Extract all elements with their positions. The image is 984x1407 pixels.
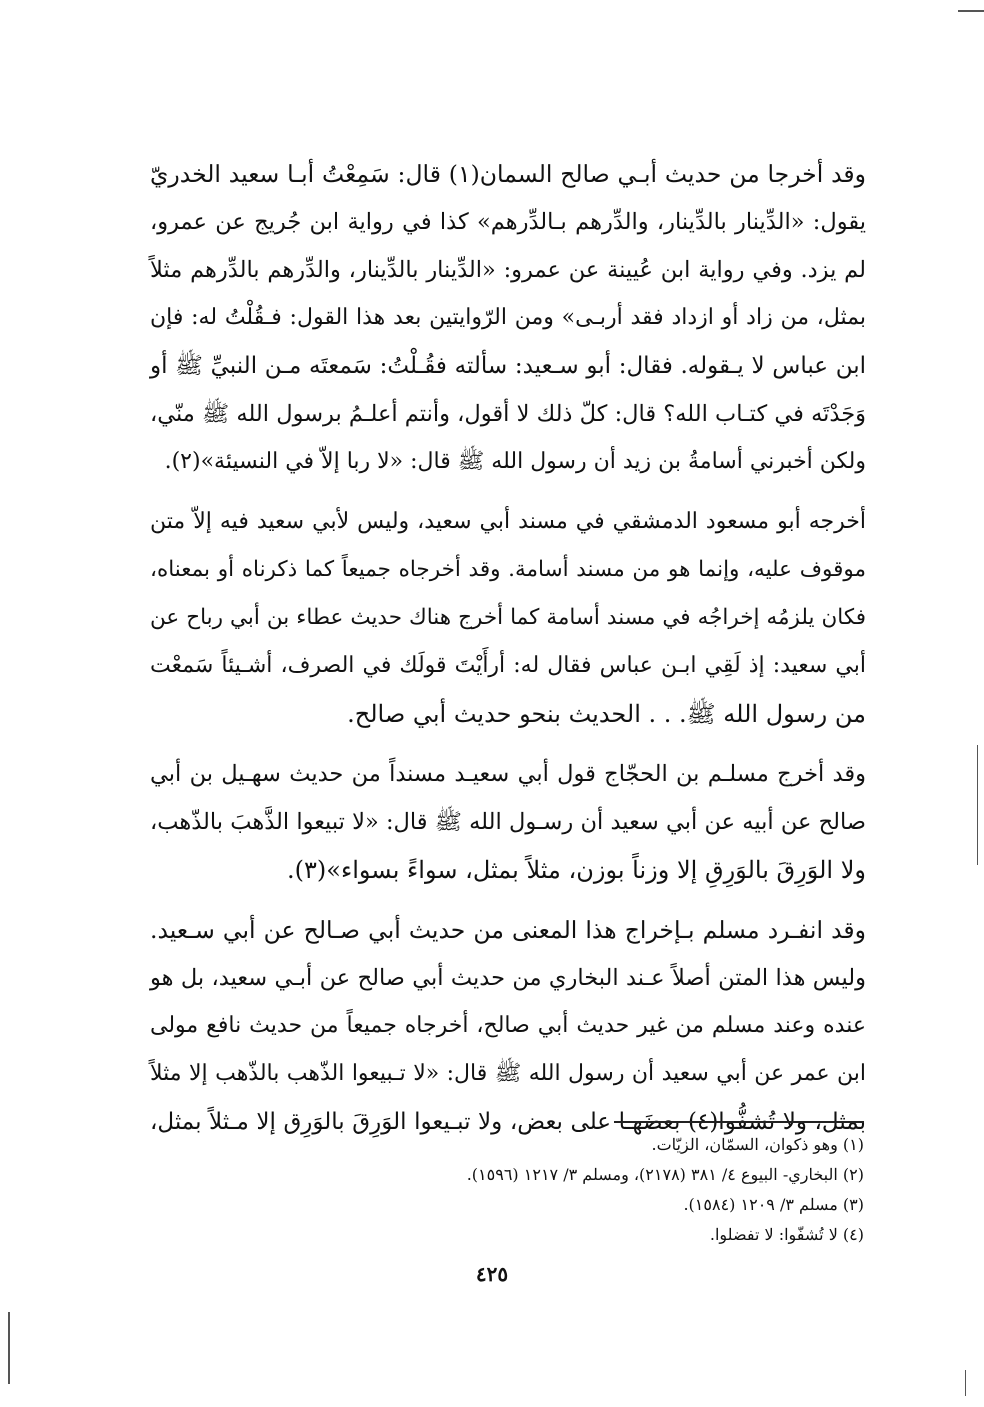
paragraph-1: [150, 150, 866, 486]
text-line: ولكن أخبرني أسامةُ بن زيد أن رسول الله ﷺ قال: «لا ربا إلاّ في النسيئة»(٢).: [164, 449, 866, 474]
footnote-2: (٢) البخاري- البيوع ٤/ ٣٨١ (٢١٧٨)، ومسلم ٣/ ١٢١٧ (١٥٩٦).: [466, 1165, 864, 1184]
footnote-3: (٣) مسلم ٣/ ١٢٠٩ (١٥٨٤).: [683, 1195, 864, 1214]
text-line: وقد أخرج مسلـم بن الحجّاج قول أبي سعيـد مسنداً من حديث سهـيل بن أبي: [150, 761, 866, 787]
scan-edge-mark: [958, 10, 984, 12]
text-line: بمثل، من زاد أو ازداد فقد أربـى» ومن الرّوايتين بعد هذا القول: فـقُلْتُ له: فإن: [150, 305, 866, 330]
text-line: وقد أخرجا من حديث أبـي صالح السمان(١) قال: سَمِعْتُ أبـا سعيد الخدريّ: [150, 160, 866, 188]
text-line: وليس هذا المتن أصلاً عـند البخاري من حديث أبي صالح عن أبـي سعيد، بل هو: [150, 965, 866, 991]
text-line: يقول: «الدِّينار بالدِّينار، والدِّرهم بـالدِّرهم» كذا في رواية ابن جُريج عن عمرو،: [150, 209, 866, 235]
scan-edge-mark: [977, 745, 978, 865]
text-line: فكان يلزمُه إخراجُه في مسند أسامة كما أخرج هناك حديث عطاء بن أبي رباح عن: [150, 605, 866, 630]
text-line: وقد انفـرد مسلم بـإخراج هذا المعنى من حديث أبي صـالح عن أبي سـعيد.: [150, 916, 866, 944]
footnotes: [224, 1130, 864, 1250]
scan-edge-mark: [8, 1312, 10, 1384]
paragraph-3: [150, 750, 866, 894]
text-line: ولا الوَرِقَ بالوَرِقِ إلا وزناً بوزن، مثلاً بمثل، سواءً بسواء»(٣).: [287, 856, 866, 884]
text-line: ابن عمر عن أبي سعيد أن رسول الله ﷺ قال: «لا تـبيعوا الذّهب بالذّهب إلا مثلاً: [150, 1061, 866, 1086]
text-line: بمثل، ولا تُشفُّوا(٤) بعضَهـا على بعض، ولا تبـيعوا الوَرِقَ بالوَرِق إلا مـثلاً بمثل،: [150, 1109, 866, 1135]
text-line: ابن عباس لا يـقوله. فقال: أبو سـعيد: سألته فقُـلْتُ: سَمعتَه مـن النبيِّ ﷺ أو: [150, 353, 866, 379]
footnote-1: (١) وهو ذكوان، السمّان، الزيّات.: [651, 1135, 864, 1154]
main-text: [150, 150, 866, 1158]
footnote-4: (٤) لا تُشفّوا: لا تفضلوا.: [709, 1225, 864, 1244]
scan-edge-mark: [965, 1370, 966, 1396]
footnote-separator: [614, 1121, 864, 1123]
text-line: عنده وعند مسلم من غير حديث أبي صالح، أخرجاه جميعاً من حديث نافع مولى: [150, 1013, 866, 1038]
text-line: وَجَدْتَه في كتـاب الله؟ قال: كلّ ذلك لا أقول، وأنتم أعلـمُ برسول الله ﷺ منّي،: [150, 401, 866, 427]
text-line: موقوف عليه، وإنما هو من مسند أسامة. وقد أخرجاه جميعاً كما ذكرناه أو بمعناه،: [150, 557, 866, 582]
text-line: من رسول الله ﷺ. . . الحديث بنحو حديث أبي صالح.: [347, 700, 866, 728]
text-line: لم يزد. وفي رواية ابن عُيينة عن عمرو: «الدِّينار بالدِّينار، والدِّرهم بالدِّرهم مثلاً: [150, 257, 866, 283]
paragraph-2: [150, 498, 866, 738]
text-line: صالح عن أبيه عن أبي سعيد أن رسـول الله ﷺ قال: «لا تبيعوا الذَّهبَ بالذّهب،: [150, 809, 866, 835]
paragraph-4: [150, 906, 866, 1146]
text-line: أخرجه أبو مسعود الدمشقي في مسند أبي سعيد، وليس لأبي سعيد فيه إلاّ متن: [150, 509, 866, 534]
text-line: أبي سعيد: إذ لَقِي ابـن عباس فقال له: أرأَيْتَ قولَك في الصرف، أشـيئاً سَمعْت: [150, 653, 866, 678]
page-number: ٤٢٥: [475, 1262, 509, 1286]
